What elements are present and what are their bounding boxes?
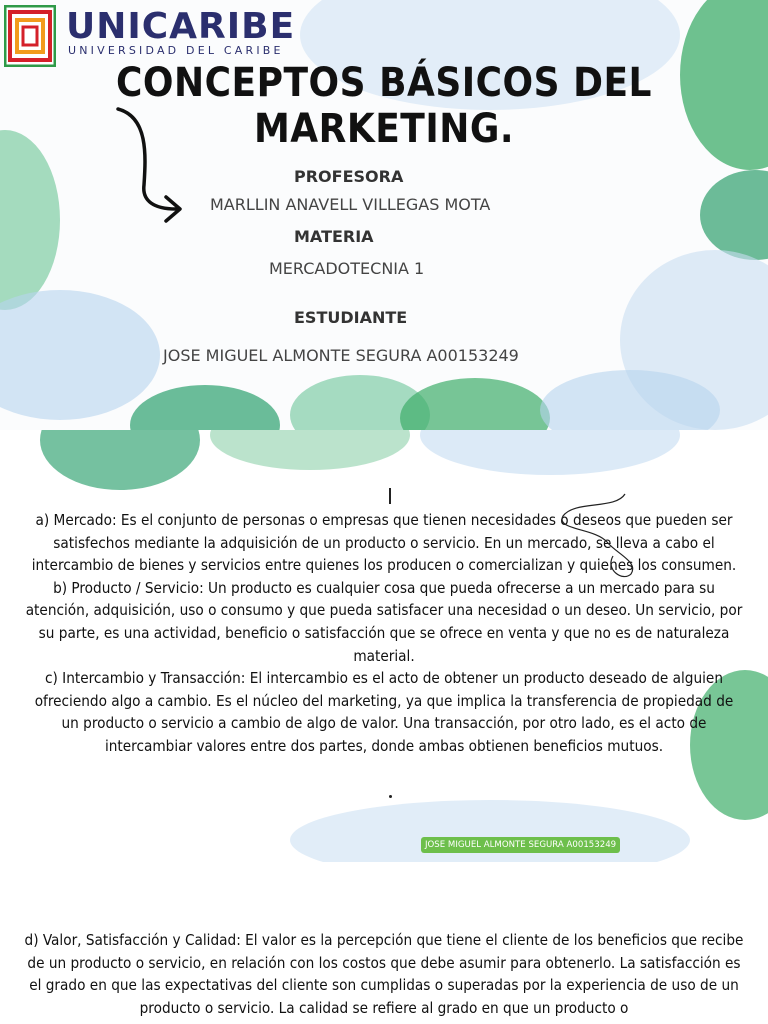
subject-name: MERCADOTECNIA 1	[269, 259, 425, 278]
period-mark	[389, 795, 392, 798]
scribble-annotation	[555, 490, 645, 580]
unicaribe-logo-icon	[4, 5, 56, 67]
cover-page	[0, 0, 768, 430]
professor-label: PROFESORA	[294, 167, 404, 186]
subject-label: MATERIA	[294, 227, 374, 246]
brand-subtitle: UNIVERSIDAD DEL CARIBE	[68, 44, 284, 57]
watercolor-green-bottom-1	[130, 385, 280, 430]
brand-name: UNICARIBE	[66, 6, 296, 47]
watercolor-green-top-left	[40, 430, 200, 490]
paragraph-valor: d) Valor, Satisfacción y Calidad: El valor es la percepción que tiene el cliente de los beneficios que recibe de un producto o servicio, en relación con los costos que debe asumir para obtenerlo. La satisfacción es el grado en que las expectativas del cliente son cumplidas o superadas por la experiencia de uso de un producto o servicio. La calidad se refiere al grado en que un producto o	[24, 931, 744, 1017]
paragraph-intercambio: c) Intercambio y Transacción: El intercambio es el acto de obtener un producto deseado de alguien ofreciendo algo a cambio. Es el núcleo del marketing, ya que implica la transferencia de propiedad de un producto o servicio a cambio de algo de valor. Una transacción, por otro lado, es el acto de intercambiar valores entre dos partes, donde ambas obtienen beneficios mutuos.	[34, 669, 734, 755]
definitions-text-continued	[24, 929, 744, 1019]
student-name: JOSE MIGUEL ALMONTE SEGURA A00153249	[163, 346, 519, 365]
document-title: CONCEPTOS BÁSICOS DEL MARKETING.	[116, 60, 652, 152]
watercolor-green-right	[700, 170, 768, 260]
student-label: ESTUDIANTE	[294, 308, 408, 327]
content-page-1	[0, 430, 768, 862]
curved-arrow-icon	[110, 105, 190, 230]
watercolor-green-left	[0, 130, 60, 310]
watercolor-green-top-mid	[210, 430, 410, 470]
text-cursor	[389, 488, 391, 504]
watercolor-green-bottom-3	[400, 378, 550, 430]
content-page-2	[0, 862, 768, 1024]
watercolor-blue-left	[0, 290, 160, 420]
paragraph-producto: b) Producto / Servicio: Un producto es cualquier cosa que pueda ofrecerse a un mercado para su atención, adquisición, uso o consumo y que pueda satisfacer una necesidad o un deseo. Un servicio, por su parte, es una actividad, beneficio o satisfacción que se ofrece en venta y que no es de naturaleza material.	[25, 578, 743, 665]
student-tag: JOSE MIGUEL ALMONTE SEGURA A00153249	[421, 837, 620, 853]
professor-name: MARLLIN ANAVELL VILLEGAS MOTA	[210, 195, 491, 214]
paragraph-mercado: a) Mercado: Es el conjunto de personas o empresas que tienen necesidades o deseos que pueden ser satisfechos mediante la adquisición de un producto o servicio. En un mercado, se lleva a cabo el intercambio de bienes y servicios entre quienes los producen o comercializan y quienes los consumen.	[31, 511, 737, 575]
watercolor-blue-top-right	[420, 430, 680, 475]
